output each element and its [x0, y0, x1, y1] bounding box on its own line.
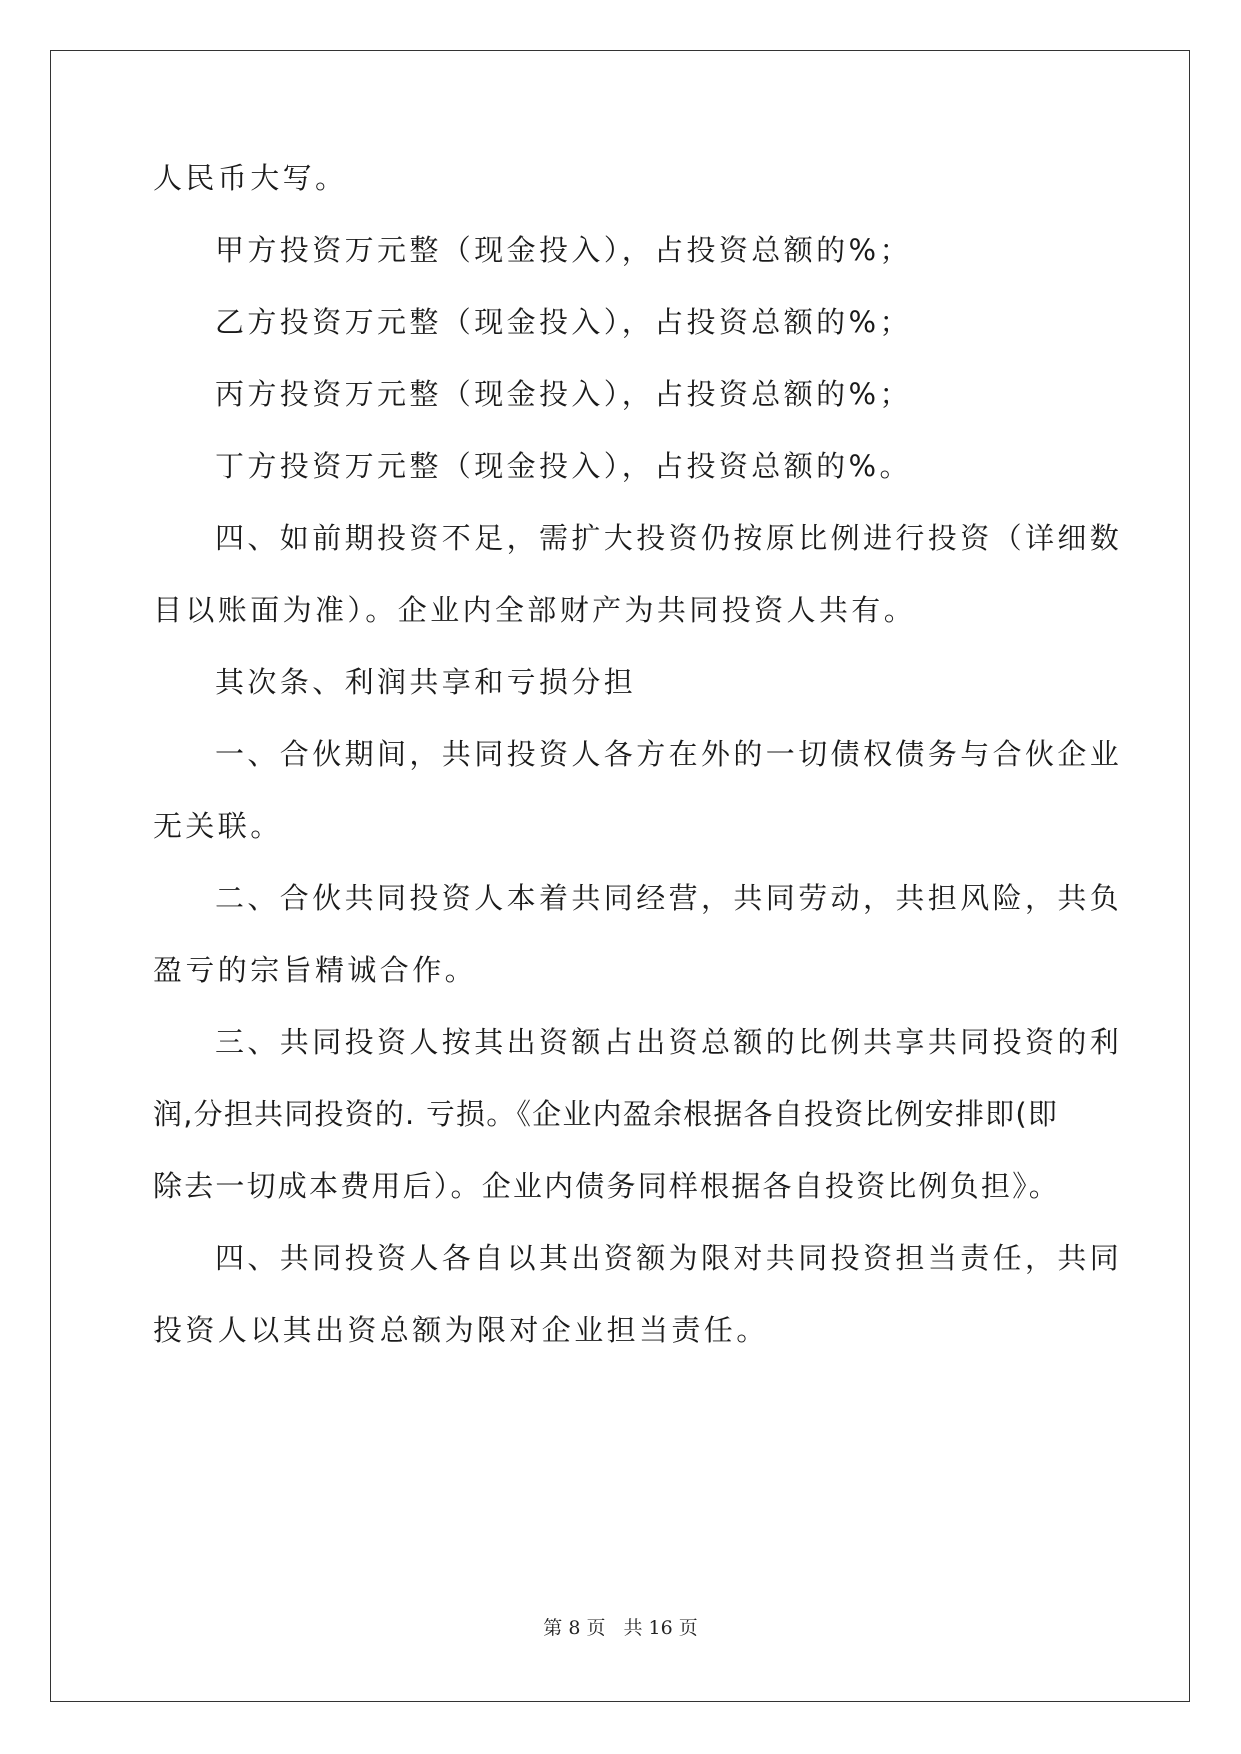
text-line: 甲方投资万元整（现金投入），占投资总额的%；: [215, 233, 912, 267]
text-line: 人民币大写。: [153, 161, 348, 195]
text-line: 除去一切成本费用后）。企业内债务同样根据各自投资比例负担》。: [153, 1169, 1061, 1203]
page-border: [50, 50, 1190, 1702]
page-number: 第 8 页: [543, 1617, 606, 1639]
text-line: 四、共同投资人各自以其出资额为限对共同投资担当责任，共同: [215, 1241, 1123, 1275]
text-line: 一、合伙期间，共同投资人各方在外的一切债权债务与合伙企业: [215, 737, 1123, 771]
text-line: 目以账面为准）。企业内全部财产为共同投资人共有。: [153, 593, 917, 627]
text-line: 投资人以其出资总额为限对企业担当责任。: [153, 1313, 769, 1347]
text-line: 三、共同投资人按其出资额占出资总额的比例共享共同投资的利: [215, 1025, 1123, 1059]
page-total: 共 16 页: [623, 1617, 698, 1639]
text-line: 丙方投资万元整（现金投入），占投资总额的%；: [215, 377, 912, 411]
text-line: 丁方投资万元整（现金投入），占投资总额的%。: [215, 449, 912, 483]
text-line: 乙方投资万元整（现金投入），占投资总额的%；: [215, 305, 912, 339]
page-footer: [0, 1616, 1241, 1640]
text-line: 二、合伙共同投资人本着共同经营，共同劳动，共担风险，共负: [215, 881, 1123, 915]
text-line: 无关联。: [153, 809, 283, 843]
text-line: 盈亏的宗旨精诚合作。: [153, 953, 478, 987]
text-line: 四、如前期投资不足，需扩大投资仍按原比例进行投资（详细数: [215, 521, 1123, 555]
section-heading: 其次条、利润共享和亏损分担: [215, 665, 637, 699]
text-line: 润,分担共同投资的. 亏损。《企业内盈余根据各自投资比例安排即(即: [153, 1097, 1059, 1131]
